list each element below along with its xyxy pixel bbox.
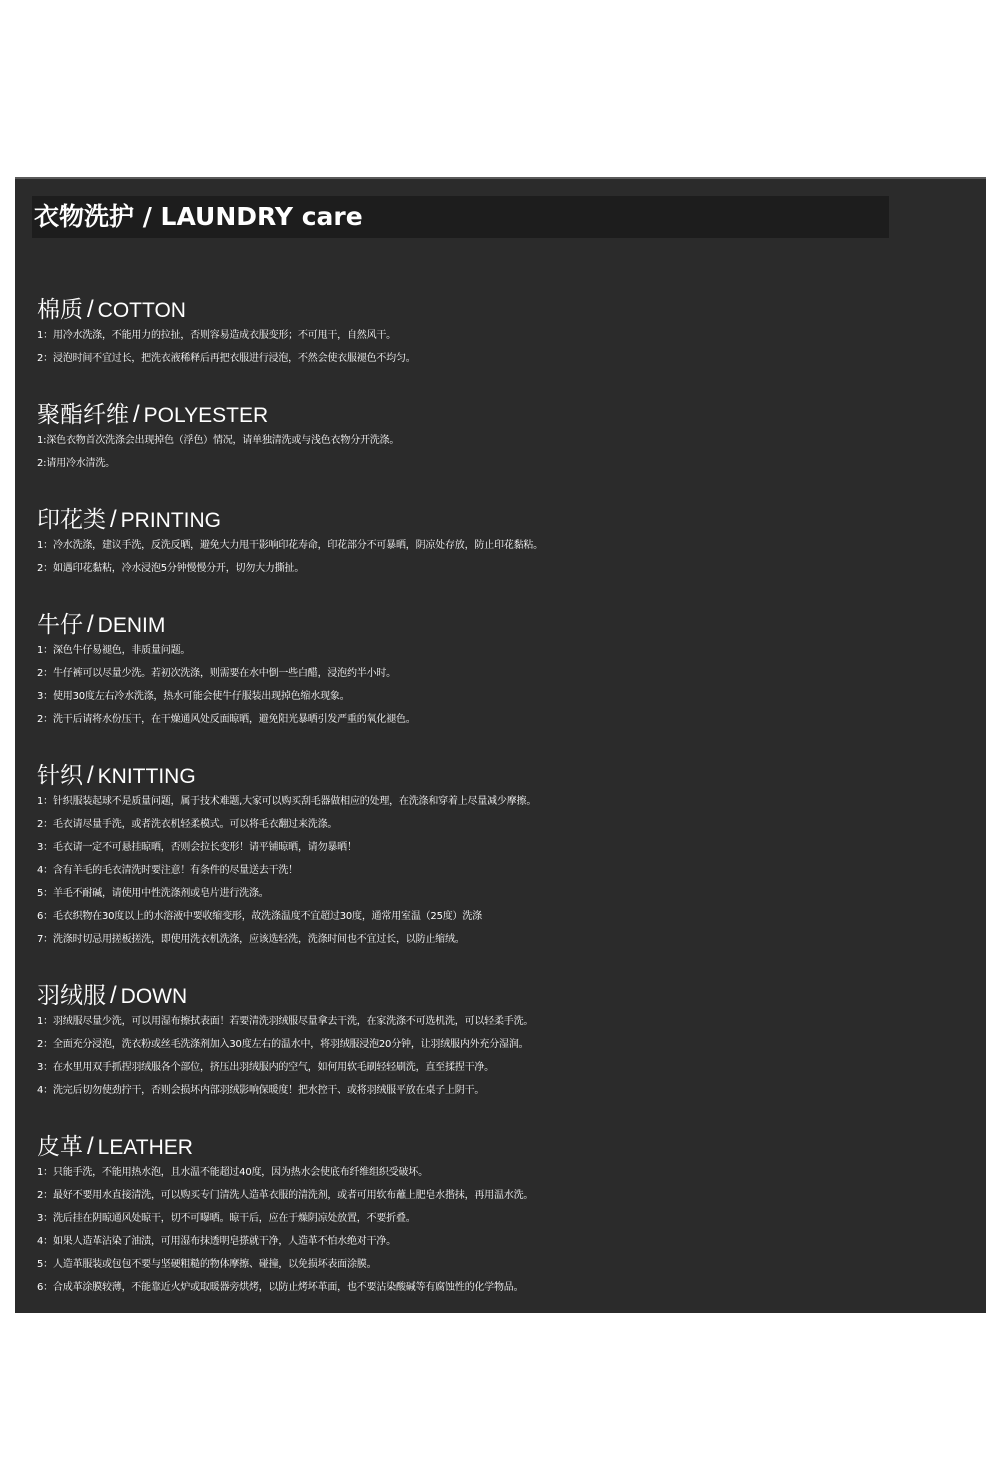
care-instruction bbox=[37, 882, 977, 905]
section-heading-en: KNITTING bbox=[97, 765, 196, 788]
care-instruction-number: 6： bbox=[37, 911, 53, 922]
section-heading bbox=[37, 982, 977, 1010]
care-instruction bbox=[37, 1253, 977, 1276]
care-instruction bbox=[37, 1056, 977, 1079]
care-instruction-number: 2： bbox=[37, 563, 53, 574]
laundry-care-panel bbox=[15, 177, 986, 1313]
care-section-leather bbox=[37, 1133, 977, 1299]
care-instruction-number: 4： bbox=[37, 865, 53, 876]
care-instruction bbox=[37, 1161, 977, 1184]
care-instruction bbox=[37, 1276, 977, 1299]
care-instruction-text: 针织服装起球不是质量问题，属于技术难题,大家可以购买刮毛器做相应的处理，在洗涤和穿着上尽量减少摩擦。 bbox=[52, 796, 537, 807]
care-instruction bbox=[37, 1207, 977, 1230]
care-instruction bbox=[37, 708, 977, 731]
care-section-printing bbox=[37, 506, 977, 580]
care-instruction-text: 最好不要用水直接清洗，可以购买专门清洗人造革衣服的清洗剂，或者可用软布蘸上肥皂水揩抹，再用温水洗。 bbox=[52, 1190, 534, 1201]
section-heading-en: DENIM bbox=[97, 614, 166, 637]
section-heading-cn: 羽绒服 bbox=[37, 983, 106, 1009]
care-instruction-text: 洗涤时切忌用搓板搓洗，即使用洗衣机洗涤，应该选轻洗，洗涤时间也不宜过长，以防止缩绒。 bbox=[52, 934, 465, 945]
section-heading bbox=[37, 506, 977, 534]
section-heading-cn: 皮革 bbox=[37, 1134, 83, 1160]
section-heading bbox=[37, 611, 977, 639]
care-instruction-text: 冷水洗涤，建议手洗，反洗反晒，避免大力甩干影响印花寿命，印花部分不可暴晒，阴凉处存放，防止印花黏粘。 bbox=[52, 540, 543, 551]
care-instruction-number: 1: bbox=[37, 435, 47, 446]
care-instruction-text: 毛衣请一定不可悬挂晾晒，否则会拉长变形！请平铺晾晒，请勿暴晒！ bbox=[52, 842, 357, 853]
care-instruction-text: 在水里用双手抓捏羽绒服各个部位，挤压出羽绒服内的空气，如何用软毛刷轻轻刷洗，直至揉捏干净。 bbox=[52, 1062, 494, 1073]
care-instruction bbox=[37, 1230, 977, 1253]
section-heading-separator: / bbox=[87, 1133, 94, 1160]
care-instruction-text: 牛仔裤可以尽量少洗。若初次洗涤，则需要在水中倒一些白醋，浸泡约半小时。 bbox=[52, 668, 396, 679]
care-instruction-text: 使用30度左右冷水洗涤，热水可能会使牛仔服装出现掉色缩水现象。 bbox=[52, 691, 350, 702]
care-instruction bbox=[37, 639, 977, 662]
page-title: 衣物洗护 / LAUNDRY care bbox=[34, 202, 363, 231]
care-instruction-text: 含有羊毛的毛衣清洗时要注意！有条件的尽量送去干洗！ bbox=[52, 865, 298, 876]
section-heading-cn: 针织 bbox=[37, 763, 83, 789]
care-instruction bbox=[37, 324, 977, 347]
care-instruction-number: 2： bbox=[37, 353, 53, 364]
section-heading bbox=[37, 401, 977, 429]
care-instruction-number: 2: bbox=[37, 458, 47, 469]
care-instruction-text: 浸泡时间不宜过长，把洗衣液稀释后再把衣服进行浸泡，不然会使衣服褪色不均匀。 bbox=[52, 353, 416, 364]
care-section-down bbox=[37, 982, 977, 1102]
section-heading-cn: 牛仔 bbox=[37, 612, 83, 638]
care-instruction-text: 如果人造革沾染了油渍，可用湿布抹透明皂搽就干净，人造革不怕水绝对干净。 bbox=[52, 1236, 396, 1247]
title-bar bbox=[32, 196, 889, 238]
care-instruction-text: 羊毛不耐碱，请使用中性洗涤剂或皂片进行洗涤。 bbox=[52, 888, 269, 899]
section-heading-en: COTTON bbox=[97, 299, 186, 322]
care-instruction-number: 1： bbox=[37, 645, 53, 656]
care-instruction bbox=[37, 836, 977, 859]
section-heading-separator: / bbox=[87, 762, 94, 789]
care-instruction-text: 请用冷水清洗。 bbox=[46, 458, 115, 469]
care-instruction-number: 1： bbox=[37, 540, 53, 551]
section-heading-cn: 聚酯纤维 bbox=[37, 402, 129, 428]
care-instruction-number: 3： bbox=[37, 842, 53, 853]
section-heading-separator: / bbox=[133, 401, 140, 428]
care-instruction bbox=[37, 928, 977, 951]
care-section-cotton bbox=[37, 296, 977, 370]
care-instruction-text: 深色牛仔易褪色，非质量问题。 bbox=[52, 645, 191, 656]
care-instruction-number: 7： bbox=[37, 934, 53, 945]
section-heading-cn: 印花类 bbox=[37, 507, 106, 533]
care-instruction-text: 如遇印花黏粘，冷水浸泡5分钟慢慢分开，切勿大力撕扯。 bbox=[52, 563, 305, 574]
section-heading bbox=[37, 296, 977, 324]
care-instruction bbox=[37, 1079, 977, 1102]
care-instruction-number: 6： bbox=[37, 1282, 53, 1293]
care-instruction-text: 用冷水洗涤，不能用力的拉扯，否则容易造成衣服变形；不可甩干，自然风干。 bbox=[52, 330, 396, 341]
care-instruction bbox=[37, 1033, 977, 1056]
care-instruction-text: 毛衣请尽量手洗，或者洗衣机轻柔模式。可以将毛衣翻过来洗涤。 bbox=[52, 819, 338, 830]
care-instruction-number: 1： bbox=[37, 1167, 53, 1178]
care-section-knitting bbox=[37, 762, 977, 951]
section-heading-en: LEATHER bbox=[97, 1136, 193, 1159]
care-instruction bbox=[37, 534, 977, 557]
section-heading-en: PRINTING bbox=[120, 509, 222, 532]
care-instruction-text: 全面充分浸泡，洗衣粉或丝毛洗涤剂加入30度左右的温水中，将羽绒服浸泡20分钟，让羽绒服内外充分湿润。 bbox=[52, 1039, 529, 1050]
section-heading bbox=[37, 762, 977, 790]
care-instruction-number: 1： bbox=[37, 1016, 53, 1027]
section-heading-separator: / bbox=[110, 982, 117, 1009]
care-instruction-number: 2： bbox=[37, 1039, 53, 1050]
care-instruction-text: 洗干后请将水份压干，在干燥通风处反面晾晒，避免阳光暴晒引发严重的氧化褪色。 bbox=[52, 714, 416, 725]
care-instruction-number: 3： bbox=[37, 1062, 53, 1073]
care-instruction bbox=[37, 859, 977, 882]
care-section-polyester bbox=[37, 401, 977, 475]
section-heading-cn: 棉质 bbox=[37, 297, 83, 323]
care-instruction-number: 1： bbox=[37, 330, 53, 341]
care-instruction-text: 深色衣物首次洗涤会出现掉色（浮色）情况，请单独清洗或与浅色衣物分开洗涤。 bbox=[46, 435, 400, 446]
section-heading-separator: / bbox=[87, 296, 94, 323]
section-heading-separator: / bbox=[87, 611, 94, 638]
care-instruction-number: 2： bbox=[37, 668, 53, 679]
section-heading-en: DOWN bbox=[120, 985, 188, 1008]
care-instruction bbox=[37, 813, 977, 836]
care-section-denim bbox=[37, 611, 977, 731]
care-instruction bbox=[37, 1010, 977, 1033]
care-instruction-number: 2： bbox=[37, 1190, 53, 1201]
care-instruction-text: 洗完后切勿使劲拧干，否则会损坏内部羽绒影响保暖度！把水控干、或将羽绒服平放在桌子上阴干。 bbox=[52, 1085, 485, 1096]
care-instruction-number: 3： bbox=[37, 1213, 53, 1224]
care-instruction bbox=[37, 685, 977, 708]
care-instruction-text: 只能手洗，不能用热水泡，且水温不能超过40度，因为热水会使底布纤维组织受破坏。 bbox=[52, 1167, 428, 1178]
care-instruction-text: 人造革服装或包包不要与坚硬粗糙的物体摩擦、碰撞，以免损坏表面涂膜。 bbox=[52, 1259, 377, 1270]
care-instruction bbox=[37, 662, 977, 685]
care-instruction-number: 1： bbox=[37, 796, 53, 807]
care-instruction-number: 2： bbox=[37, 714, 53, 725]
care-instruction bbox=[37, 557, 977, 580]
care-instruction bbox=[37, 347, 977, 370]
section-heading bbox=[37, 1133, 977, 1161]
care-instruction-text: 羽绒服尽量少洗，可以用湿布擦拭表面！若要清洗羽绒服尽量拿去干洗，在家洗涤不可选机洗，可以轻柔手洗。 bbox=[52, 1016, 534, 1027]
care-instruction-number: 4： bbox=[37, 1236, 53, 1247]
care-instruction bbox=[37, 452, 977, 475]
care-instruction-text: 毛衣织物在30度以上的水溶液中要收缩变形，故洗涤温度不宜超过30度，通常用室温（25度）洗涤 bbox=[52, 911, 482, 922]
care-instruction-number: 4： bbox=[37, 1085, 53, 1096]
care-instruction-number: 3： bbox=[37, 691, 53, 702]
care-instruction-text: 合成革涂膜较薄，不能靠近火炉或取暖器旁烘烤，以防止烤坏革面，也不要沾染酸碱等有腐蚀性的化学物品。 bbox=[52, 1282, 524, 1293]
care-instruction-number: 5： bbox=[37, 1259, 53, 1270]
care-instruction-number: 2： bbox=[37, 819, 53, 830]
care-instruction-number: 5： bbox=[37, 888, 53, 899]
section-heading-en: POLYESTER bbox=[143, 404, 269, 427]
care-instruction bbox=[37, 790, 977, 813]
section-heading-separator: / bbox=[110, 506, 117, 533]
care-instruction bbox=[37, 1184, 977, 1207]
care-instruction-text: 洗后挂在阴晾通风处晾干，切不可曝晒。晾干后，应在于燥阴凉处放置，不要折叠。 bbox=[52, 1213, 416, 1224]
care-instruction bbox=[37, 905, 977, 928]
care-sections bbox=[37, 296, 977, 1330]
care-instruction bbox=[37, 429, 977, 452]
